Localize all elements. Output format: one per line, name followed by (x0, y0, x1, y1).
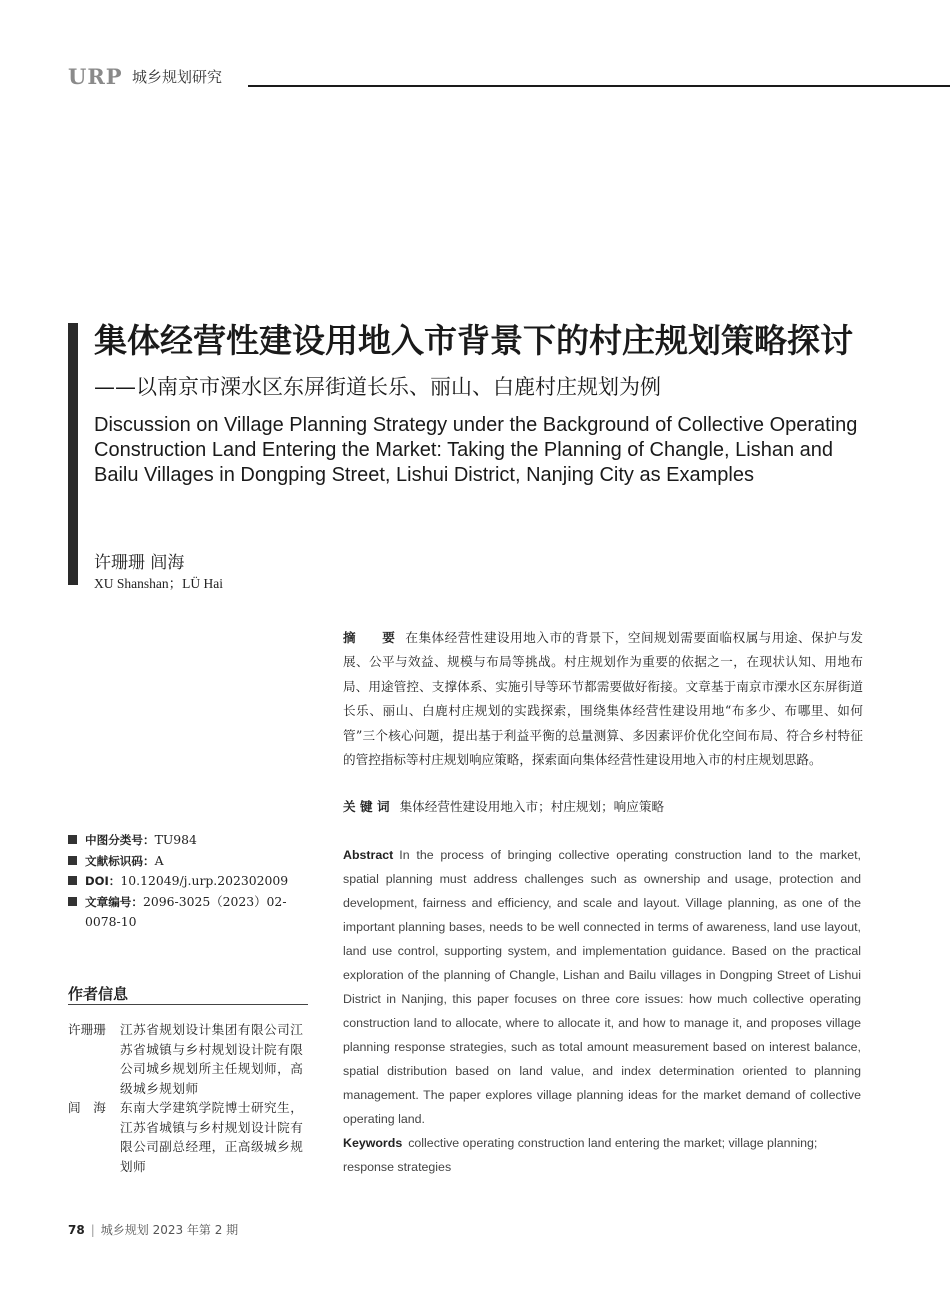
title-chinese (94, 320, 884, 408)
header-rule (248, 85, 950, 87)
meta-doi: DOI：10.12049/j.urp.202302009 (68, 871, 298, 892)
author-info-item (68, 1020, 308, 1098)
keywords-en-label: Keywords (343, 1136, 403, 1150)
author-name: 许珊珊 (68, 1022, 106, 1037)
meta-clc: 中图分类号：TU984 (68, 830, 298, 851)
bullet-square-icon (68, 835, 77, 844)
author-description: 东南大学建筑学院博士研究生，江苏省城镇与乡村规划设计院有限公司副总经理，正高级城乡规划师 (120, 1100, 304, 1174)
author-description: 江苏省规划设计集团有限公司江苏省城镇与乡村规划设计院有限公司城乡规划所主任规划师，高级城乡规划师 (120, 1022, 304, 1096)
keywords-english (343, 1131, 861, 1179)
authors-english: XU Shanshan；LÜ Hai (94, 576, 223, 591)
article-metadata (68, 830, 298, 932)
meta-doc-code: 文献标识码：A (68, 851, 298, 872)
keywords-chinese (343, 796, 863, 815)
meta-article-number: 文章编号：2096-3025（2023）02-0078-10 (68, 892, 298, 932)
keywords-en-text: collective operating construction land entering the market; village planning; response strategies (343, 1136, 818, 1174)
abstract-text: 在集体经营性建设用地入市的背景下，空间规划需要面临权属与用途、保护与发展、公平与效益、规模与布局等挑战。村庄规划作为重要的依据之一，在现状认知、用地布局、用途管控、支撑体系、实施引导等环节都需要做好衔接。文章基于南京市溧水区东屏街道长乐、丽山、白鹿村庄规划的实践探索，围绕集体经营性建设用地“布多少、布哪里、如何管”三个核心问题，提出基于利益平衡的总量测算、多因素评价优化空间布局、符合乡村特征的管控指标等村庄规划响应策略，探索面向集体经营性建设用地入市的村庄规划思路。 (343, 630, 864, 768)
page-footer (68, 1221, 238, 1238)
abstract-en-label: Abstract (343, 848, 394, 862)
title-main: 集体经营性建设用地入市背景下的村庄规划策略探讨 (94, 321, 853, 360)
authors-chinese: 许珊珊 闾海 (94, 553, 185, 573)
bullet-square-icon (68, 897, 77, 906)
title-english: Discussion on Village Planning Strategy under the Background of Collective Operating Construction Land Entering the Market: Taking the Planning of Changle, Lishan and Bailu Villages in Dongping Street, Lishui District, Nanjing City as Examples (94, 414, 858, 486)
keywords-label: 关 键 词 (343, 799, 390, 814)
author-info-heading: 作者信息 (68, 985, 129, 1003)
author-name: 闾 海 (68, 1100, 106, 1115)
keywords-text: 集体经营性建设用地入市；村庄规划；响应策略 (399, 799, 665, 814)
title-subtitle: ——以南京市溧水区东屏街道长乐、丽山、白鹿村庄规划为例 (94, 375, 661, 399)
journal-logo: URP (68, 64, 123, 89)
abstract-english (343, 843, 861, 1131)
abstract-en-text: In the process of bringing collective operating construction land to the market, spatial planning must address challenges such as ownership and usage, protection and development, fairness and efficiency, and scale and layout. Village planning, as one of the important planning bases, needs to be well connected in terms of awareness, land use layout, land use control, supporting system, and implementation guidance. Based on the practical exploration of the planning of Changle, Lishan and Bailu villages in Dongping Street of Lishui District in Nanjing, this paper focuses on three core issues: how much collective operating construction land to allocate, where to allocate it, and how to manage it, and proposes village planning response strategies, such as total amount measurement based on interest balance, spatial distribution based on land value, and index determination oriented to planning management. The paper explores village planning ideas for the market demand of collective operating land. (343, 848, 861, 1126)
journal-issue: 城乡规划 2023 年第 2 期 (100, 1223, 239, 1237)
author-info-rule (68, 1004, 308, 1005)
abstract-chinese (343, 626, 863, 772)
page-number: 78 (68, 1223, 85, 1237)
bullet-square-icon (68, 856, 77, 865)
author-info-item (68, 1098, 308, 1176)
title-accent-bar (68, 323, 78, 585)
section-name: 城乡规划研究 (132, 68, 223, 86)
abstract-label: 摘 要 (343, 630, 396, 645)
footer-separator: | (90, 1223, 95, 1237)
bullet-square-icon (68, 876, 77, 885)
